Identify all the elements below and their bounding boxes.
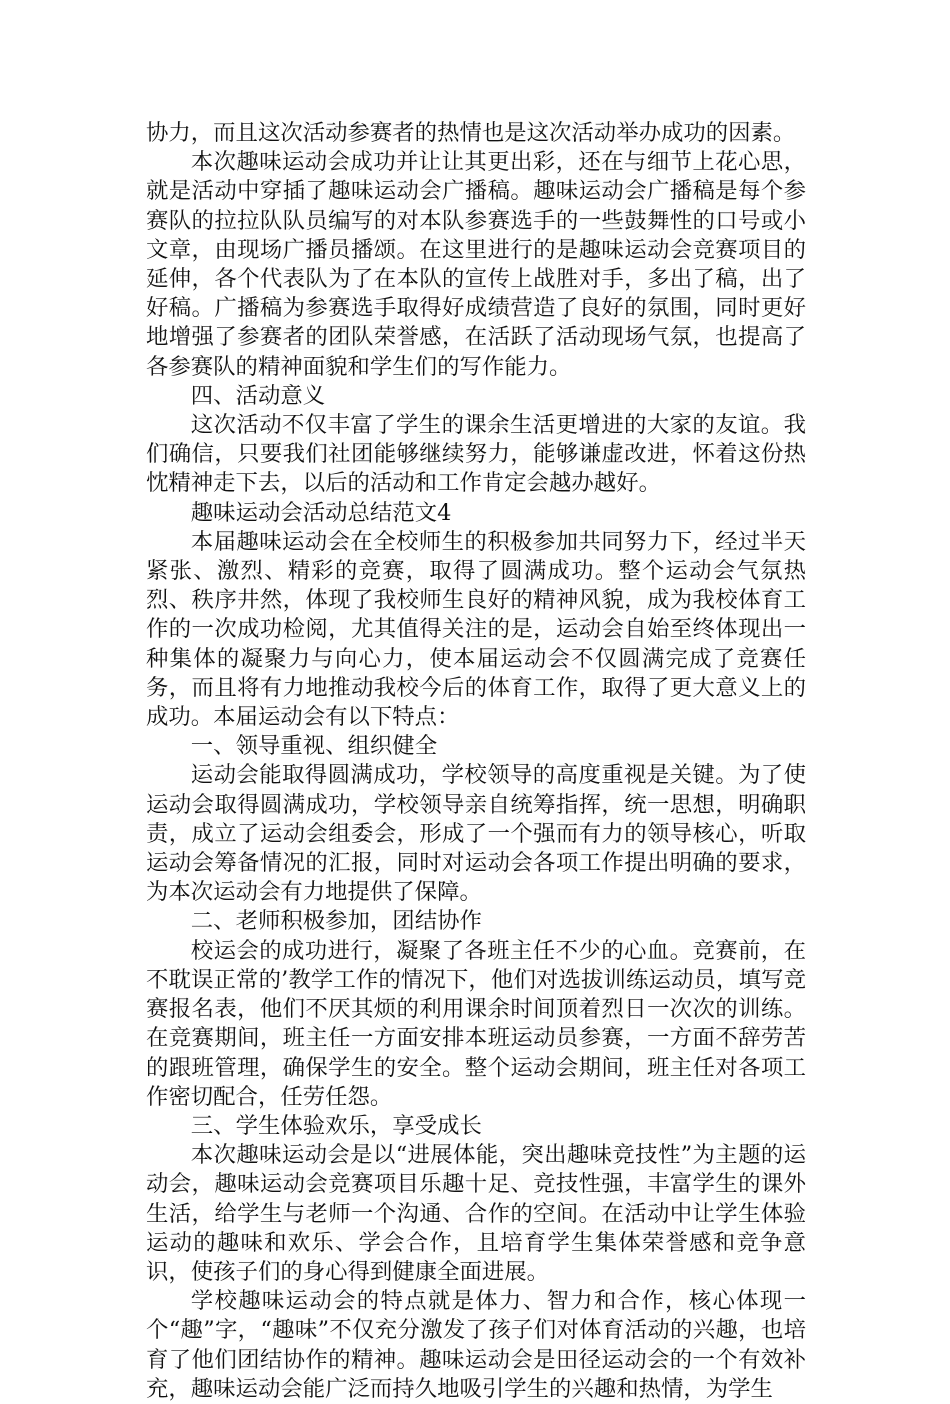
paragraph-continuation: 协力，而且这次活动参赛者的热情也是这次活动举办成功的因素。 <box>146 120 796 146</box>
section-heading-teachers: 二、老师积极参加，团结协作 <box>190 908 482 935</box>
paragraph-students: 本次趣味运动会是以“进展体能，突出趣味竞技性”为主题的运动会，趣味运动会竞赛项目乐趣十足、竞技性强，丰富学生的课外生活，给学生与老师一个沟通、合作的空间。在活动中让学生体验运动的趣味和欢乐、学会合作，且培育学生集体荣誉感和竞争意识，使孩子们的身心得到健康全面进展。 <box>146 1142 806 1285</box>
section-heading-students: 三、学生体验欢乐，享受成长 <box>190 1112 482 1139</box>
article-title: 趣味运动会活动总结范文4 <box>190 499 452 526</box>
paragraph-broadcast: 本次趣味运动会成功并让让其更出彩，还在与细节上花心思，就是活动中穿插了趣味运动会广播稿。趣味运动会广播稿是每个参赛队的拉拉队队员编写的对本队参赛选手的一些鼓舞性的口号或小文章，由现场广播员播颂。在这里进行的是趣味运动会竞赛项目的延伸，各个代表队为了在本队的宣传上战胜对手，多出了稿，出了好稿。广播稿为参赛选手取得好成绩营造了良好的氛围，同时更好地增强了参赛者的团队荣誉感，在活跃了活动现场气氛，也提高了各参赛队的精神面貌和学生们的写作能力。 <box>146 149 806 380</box>
paragraph-features: 学校趣味运动会的特点就是体力、智力和合作，核心体现一个“趣”字，“趣味”不仅充分激发了孩子们对体育活动的兴趣，也培育了他们团结协作的精神。趣味运动会是田径运动会的一个有效补充，趣味运动会能广泛而持久地吸引学生的兴趣和热情，为学生 <box>146 1288 806 1402</box>
paragraph-leadership: 运动会能取得圆满成功，学校领导的高度重视是关键。为了使运动会取得圆满成功，学校领导亲自统筹指挥，统一思想，明确职责，成立了运动会组委会，形成了一个强而有力的领导核心，听取运动会筹备情况的汇报，同时对运动会各项工作提出明确的要求，为本次运动会有力地提供了保障。 <box>146 762 806 906</box>
section-heading-leadership: 一、领导重视、组织健全 <box>190 733 438 760</box>
section-heading-significance: 四、活动意义 <box>190 382 326 409</box>
paragraph-significance: 这次活动不仅丰富了学生的课余生活更增进的大家的友谊。我们确信，只要我们社团能够继续努力，能够谦虚改进，怀着这份热忱精神走下去，以后的活动和工作肯定会越办越好。 <box>146 412 806 497</box>
paragraph-intro: 本届趣味运动会在全校师生的积极参加共同努力下，经过半天紧张、激烈、精彩的竞赛，取得了圆满成功。整个运动会气氛热烈、秩序井然，体现了我校师生良好的精神风貌，成为我校体育工作的一次成功检阅，尤其值得关注的是，运动会自始至终体现出一种集体的凝聚力与向心力，使本届运动会不仅圆满完成了竞赛任务，而且将有力地推动我校今后的体育工作，取得了更大意义上的成功。本届运动会有以下特点： <box>146 528 806 731</box>
document-body <box>146 119 806 1404</box>
paragraph-teachers: 校运会的成功进行，凝聚了各班主任不少的心血。竞赛前，在不耽误正常的’教学工作的情况下，他们对选拔训练运动员，填写竞赛报名表，他们不厌其烦的利用课余时间顶着烈日一次次的训练。在竞赛期间，班主任一方面安排本班运动员参赛，一方面不辞劳苦的跟班管理，确保学生的安全。整个运动会期间，班主任对各项工作密切配合，任劳任怨。 <box>146 937 806 1110</box>
